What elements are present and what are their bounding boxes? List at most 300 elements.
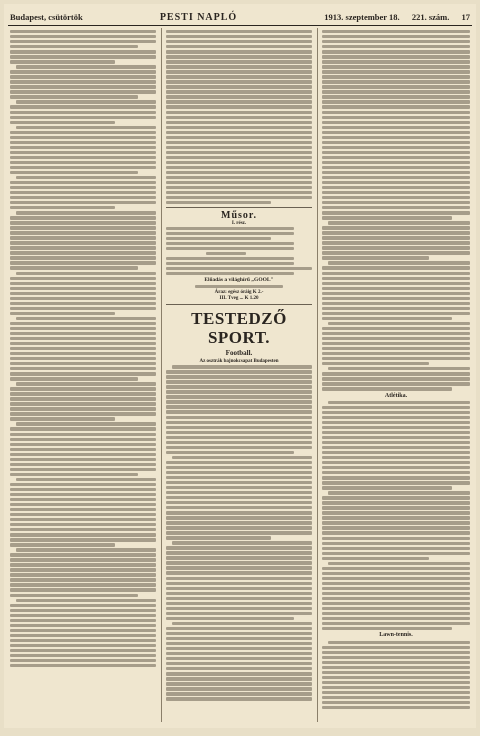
program-part: I. rész.	[231, 220, 247, 226]
text-line	[166, 227, 294, 230]
text-line	[166, 607, 312, 610]
text-line	[10, 578, 156, 581]
text-line	[10, 624, 156, 627]
text-line	[322, 456, 470, 459]
text-line	[10, 151, 156, 154]
text-line	[10, 191, 156, 194]
text-line	[10, 146, 156, 149]
text-line	[166, 561, 312, 564]
text-line	[10, 453, 156, 456]
text-line	[166, 446, 312, 449]
text-line	[166, 242, 294, 245]
text-line	[322, 161, 470, 164]
text-line	[10, 327, 156, 330]
text-line	[322, 307, 470, 310]
text-line	[10, 468, 156, 471]
text-line	[322, 337, 470, 340]
subsection-lawn-tennis: Lawn-tennis.	[379, 632, 413, 639]
text-line	[322, 332, 470, 335]
text-line	[322, 146, 470, 149]
text-line	[10, 649, 156, 652]
program-box	[166, 207, 312, 305]
text-line	[16, 422, 156, 425]
text-line	[322, 577, 470, 580]
text-line	[16, 211, 156, 214]
text-line	[322, 70, 470, 73]
text-line	[10, 342, 156, 345]
text-line	[166, 687, 312, 690]
text-line	[166, 131, 312, 134]
text-line	[166, 405, 312, 408]
text-line	[322, 372, 470, 375]
text-line	[322, 426, 470, 429]
text-line	[322, 312, 470, 315]
text-line	[322, 287, 470, 290]
text-line	[322, 537, 470, 540]
text-line	[10, 503, 156, 506]
text-line	[166, 632, 312, 635]
text-line	[322, 111, 470, 114]
text-line	[166, 85, 312, 88]
text-line	[10, 397, 156, 400]
text-line	[166, 657, 312, 660]
text-line	[322, 441, 470, 444]
text-line	[16, 548, 156, 551]
text-line	[166, 50, 312, 53]
text-line	[322, 421, 470, 424]
text-line	[322, 171, 470, 174]
text-line	[10, 35, 156, 38]
column-1	[10, 30, 156, 722]
text-line	[322, 65, 470, 68]
text-line	[10, 563, 156, 566]
text-line	[16, 100, 156, 103]
text-line	[10, 352, 156, 355]
text-line	[166, 637, 312, 640]
text-line	[166, 161, 312, 164]
text-line	[322, 196, 470, 199]
text-line	[10, 90, 156, 93]
text-line	[10, 171, 138, 174]
text-line	[166, 521, 312, 524]
subsection-football: Football.	[225, 349, 253, 358]
text-line	[322, 567, 470, 570]
text-line	[322, 347, 470, 350]
text-line	[322, 416, 470, 419]
text-line	[322, 451, 470, 454]
text-line	[166, 121, 312, 124]
text-line	[328, 367, 470, 370]
text-line	[10, 493, 156, 496]
text-line	[10, 70, 156, 73]
text-line	[10, 266, 138, 269]
text-line	[166, 436, 312, 439]
text-line	[10, 553, 156, 556]
text-line	[166, 111, 312, 114]
text-line	[166, 672, 312, 675]
text-line	[322, 186, 470, 189]
text-line	[10, 302, 156, 305]
text-line	[322, 466, 470, 469]
text-line	[322, 241, 470, 244]
text-line	[10, 277, 156, 280]
column-1-text	[10, 30, 156, 722]
text-line	[322, 651, 470, 654]
text-line	[166, 237, 271, 240]
text-line	[166, 257, 294, 260]
text-line	[322, 666, 470, 669]
text-line	[322, 547, 470, 550]
text-line	[322, 251, 470, 254]
text-line	[166, 272, 294, 275]
text-line	[166, 587, 312, 590]
text-line	[10, 80, 156, 83]
text-line	[322, 80, 470, 83]
text-line	[328, 641, 470, 644]
text-line	[16, 382, 156, 385]
text-line	[166, 511, 312, 514]
text-line	[10, 297, 156, 300]
text-line	[322, 622, 470, 625]
text-line	[10, 337, 156, 340]
page-header	[10, 10, 470, 24]
text-line	[166, 426, 312, 429]
text-line	[322, 181, 470, 184]
text-line	[10, 528, 156, 531]
text-line	[322, 377, 470, 380]
text-line	[166, 156, 312, 159]
text-line	[166, 90, 312, 93]
text-line	[328, 221, 470, 224]
text-line	[166, 416, 312, 419]
text-line	[10, 523, 156, 526]
text-line	[166, 647, 312, 650]
text-line	[10, 387, 156, 390]
text-line	[166, 40, 312, 43]
text-line	[10, 362, 156, 365]
text-line	[16, 65, 156, 68]
text-line	[322, 411, 470, 414]
text-line	[10, 256, 156, 259]
text-line	[10, 427, 156, 430]
text-line	[328, 562, 470, 565]
text-line	[10, 60, 115, 63]
text-line	[10, 55, 156, 58]
text-line	[166, 55, 312, 58]
text-line	[10, 226, 156, 229]
text-line	[166, 531, 312, 534]
text-line	[10, 105, 156, 108]
text-line	[16, 126, 156, 129]
text-line	[10, 644, 156, 647]
text-line	[322, 592, 470, 595]
text-line	[322, 387, 452, 390]
price-note: III. Tveg ... K 1.20	[219, 296, 259, 302]
text-line	[10, 619, 156, 622]
text-line	[322, 55, 470, 58]
text-line	[10, 558, 156, 561]
text-line	[10, 588, 156, 591]
text-line	[10, 594, 138, 597]
text-line	[10, 136, 156, 139]
column-divider	[317, 28, 318, 722]
text-line	[10, 307, 156, 310]
text-line	[166, 232, 294, 235]
text-line	[322, 100, 470, 103]
text-line	[10, 312, 115, 315]
text-line	[10, 282, 156, 285]
text-line	[166, 526, 312, 529]
text-line	[166, 267, 312, 270]
text-line	[322, 277, 470, 280]
text-line	[10, 367, 156, 370]
text-line	[322, 256, 429, 259]
text-line	[322, 231, 470, 234]
text-line	[166, 627, 312, 630]
text-line	[166, 441, 312, 444]
text-line	[322, 60, 470, 63]
text-line	[166, 546, 312, 549]
header-rule	[8, 25, 472, 26]
newspaper-page	[4, 4, 476, 728]
text-line	[166, 146, 312, 149]
text-line	[10, 221, 156, 224]
text-line	[10, 347, 156, 350]
text-line	[322, 511, 470, 514]
header-right	[314, 12, 470, 22]
text-line	[166, 466, 312, 469]
text-line	[166, 375, 312, 378]
text-line	[10, 116, 156, 119]
text-line	[10, 483, 156, 486]
text-line	[166, 45, 312, 48]
text-line	[322, 327, 470, 330]
text-line	[166, 141, 312, 144]
text-line	[10, 236, 156, 239]
text-line	[322, 191, 470, 194]
text-line	[322, 671, 470, 674]
text-line	[10, 513, 156, 516]
text-line	[166, 75, 312, 78]
column-divider	[161, 28, 162, 722]
text-line	[322, 166, 470, 169]
text-line	[10, 95, 138, 98]
text-line	[166, 451, 294, 454]
text-line	[322, 486, 452, 489]
text-line	[322, 211, 470, 214]
text-line	[322, 90, 470, 93]
text-line	[10, 181, 156, 184]
text-line	[10, 246, 156, 249]
text-line	[166, 577, 312, 580]
text-line	[322, 481, 470, 484]
text-line	[322, 431, 470, 434]
text-line	[10, 357, 156, 360]
text-line	[166, 395, 312, 398]
text-line	[166, 551, 312, 554]
text-line	[10, 287, 156, 290]
text-line	[322, 612, 470, 615]
text-line	[166, 35, 312, 38]
text-line	[322, 30, 470, 33]
text-line	[166, 166, 312, 169]
text-line	[322, 282, 470, 285]
text-line	[322, 357, 470, 360]
text-line	[328, 491, 470, 494]
text-line	[322, 691, 470, 694]
text-line	[16, 599, 156, 602]
text-line	[166, 617, 294, 620]
text-line	[166, 201, 271, 204]
text-line	[322, 627, 452, 630]
text-line	[322, 681, 470, 684]
text-line	[322, 602, 470, 605]
text-line	[322, 501, 470, 504]
text-line	[166, 476, 312, 479]
text-line	[166, 461, 312, 464]
text-line	[10, 629, 156, 632]
header-page-number: 17	[461, 12, 470, 22]
text-line	[10, 377, 138, 380]
text-line	[166, 196, 312, 199]
text-line	[166, 105, 312, 108]
text-line	[16, 317, 156, 320]
text-line	[322, 45, 470, 48]
price-line: Áraz: egész óráig K 2.-	[214, 290, 264, 296]
text-line	[322, 131, 470, 134]
text-line	[322, 297, 470, 300]
text-line	[322, 40, 470, 43]
text-line	[166, 697, 312, 700]
text-line	[10, 568, 156, 571]
text-line	[322, 317, 452, 320]
text-line	[166, 536, 271, 539]
text-line	[322, 526, 470, 529]
text-line	[10, 292, 156, 295]
text-line	[10, 231, 156, 234]
text-line	[166, 597, 312, 600]
text-line	[166, 126, 312, 129]
text-line	[166, 491, 312, 494]
text-line	[10, 40, 156, 43]
text-line	[166, 506, 312, 509]
text-line	[322, 686, 470, 689]
newspaper-title: PESTI NAPLÓ	[159, 11, 238, 23]
text-line	[166, 60, 312, 63]
text-line	[10, 166, 156, 169]
text-line	[166, 176, 312, 179]
text-line	[10, 141, 156, 144]
text-line	[10, 196, 156, 199]
text-line	[166, 370, 312, 373]
text-line	[166, 501, 312, 504]
text-line	[322, 75, 470, 78]
text-line	[166, 95, 312, 98]
text-line	[10, 604, 156, 607]
text-line	[10, 75, 156, 78]
text-line	[322, 151, 470, 154]
text-line	[322, 206, 470, 209]
text-line	[10, 412, 156, 415]
text-line	[10, 473, 138, 476]
text-line	[195, 285, 283, 288]
text-line	[166, 65, 312, 68]
text-line	[322, 496, 470, 499]
text-line	[322, 516, 470, 519]
text-line	[328, 261, 470, 264]
text-line	[10, 372, 156, 375]
text-line	[10, 186, 156, 189]
text-line	[166, 151, 312, 154]
text-line	[322, 362, 429, 365]
text-line	[166, 171, 312, 174]
text-line	[166, 431, 312, 434]
text-line	[166, 116, 312, 119]
text-line	[10, 392, 156, 395]
text-line	[206, 252, 246, 255]
column-3	[322, 30, 470, 722]
text-line	[166, 642, 312, 645]
text-line	[10, 573, 156, 576]
text-line	[166, 390, 312, 393]
text-line	[10, 85, 156, 88]
text-line	[10, 322, 156, 325]
text-line	[322, 382, 470, 385]
header-issue: 221. szám.	[411, 12, 450, 22]
text-line	[16, 272, 156, 275]
text-line	[322, 557, 429, 560]
text-line	[322, 597, 470, 600]
text-line	[16, 176, 156, 179]
event-title: Előadás a világhírű „GOOL"	[204, 276, 274, 283]
text-line	[10, 121, 115, 124]
text-line	[10, 45, 138, 48]
text-line	[10, 30, 156, 33]
football-subheading: Az osztrák bajnokcsapat Budapesten	[199, 359, 279, 365]
text-line	[16, 478, 156, 481]
text-line	[172, 365, 312, 368]
text-line	[166, 496, 312, 499]
text-line	[322, 352, 470, 355]
text-line	[166, 677, 312, 680]
text-line	[322, 706, 470, 709]
text-line	[10, 332, 156, 335]
text-line	[322, 216, 452, 219]
text-line	[166, 191, 312, 194]
text-line	[10, 583, 156, 586]
text-line	[328, 322, 470, 325]
text-line	[166, 136, 312, 139]
text-line	[322, 542, 470, 545]
text-line	[166, 181, 312, 184]
text-line	[166, 612, 312, 615]
program-title: Műsor.	[221, 210, 257, 222]
text-line	[10, 659, 156, 662]
text-line	[10, 538, 156, 541]
text-line	[322, 201, 470, 204]
text-line	[322, 406, 470, 409]
text-line	[322, 572, 470, 575]
text-line	[10, 216, 156, 219]
text-line	[166, 70, 312, 73]
text-line	[322, 95, 470, 98]
text-line	[166, 30, 312, 33]
text-line	[172, 622, 312, 625]
text-line	[322, 656, 470, 659]
text-line	[10, 111, 156, 114]
text-line	[166, 662, 312, 665]
text-line	[166, 516, 312, 519]
